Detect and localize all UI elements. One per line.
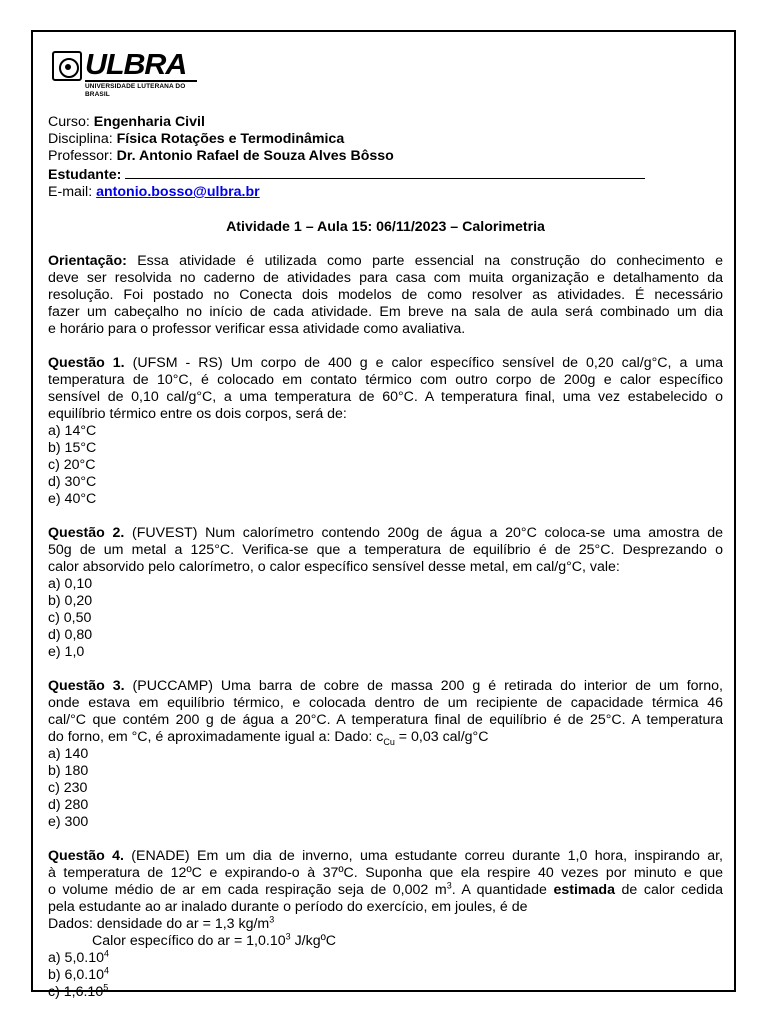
question-1-label: Questão 1. bbox=[48, 355, 125, 371]
logo-subtitle: UNIVERSIDADE LUTERANA DO BRASIL bbox=[85, 80, 197, 99]
question-1-option-c: c) 20°C bbox=[48, 457, 96, 473]
question-3-label: Questão 3. bbox=[48, 678, 125, 694]
email-link[interactable]: antonio.bosso@ulbra.br bbox=[96, 184, 260, 200]
orientacao-label: Orientação: bbox=[48, 253, 127, 269]
question-1-option-d: d) 30°C bbox=[48, 474, 97, 490]
question-1-option-e: e) 40°C bbox=[48, 491, 97, 507]
page-frame bbox=[31, 30, 736, 1000]
question-1-option-a: a) 14°C bbox=[48, 423, 97, 439]
question-3-option-d: d) 280 bbox=[48, 797, 89, 813]
question-4-option-c: c) 1,6.10$^5$ bbox=[48, 982, 109, 1000]
document-content bbox=[48, 50, 723, 1018]
professor-line: Professor: Dr. Antonio Rafael de Souza Alves Bôsso bbox=[48, 148, 394, 164]
email-line: E-mail: antonio.bosso@ulbra.br bbox=[48, 184, 260, 200]
professor-value: Dr. Antonio Rafael de Souza Alves Bôsso bbox=[116, 148, 394, 164]
ulbra-logo bbox=[52, 50, 723, 98]
activity-title: Atividade 1 – Aula 15: 06/11/2023 – Calorimetria bbox=[226, 219, 545, 235]
estudante-blank bbox=[125, 165, 645, 179]
disciplina-line: Disciplina: Física Rotações e Termodinâmica bbox=[48, 131, 345, 147]
question-1-option-b: b) 15°C bbox=[48, 440, 97, 456]
question-2-option-a: a) 0,10 bbox=[48, 576, 93, 592]
question-4: Questão 4. (ENADE) Em um dia de inverno, uma estudante correu durante 1,0 hora, inspirando ar, à temperatura de 12ºC e expirando-o à 37ºC. Suponha que ela respire 40 vezes por minuto e que o volume médio de ar em cada respiração seja de 0,002 $m^3$. A quantidade estimada de calor cedida pela estudante ao ar inalado durante o período do exercício, em joules, é de Dados: densidade do ar = 1,3 $kg/m^3$ Calor específico do ar = $1,0.10^3$ J/kgºC a) 5,0.10$^4$ b) 6,0.10$^4$ c) 1,6.10$^5$ bbox=[48, 848, 723, 1000]
question-4-option-a: a) 5,0.10$^4$ bbox=[48, 948, 110, 966]
question-3: Questão 3. (PUCCAMP) Uma barra de cobre de massa 200 g é retirada do interior de um forno, onde estava em equilíbrio térmico, e colocada dentro de um recipiente de capacidade térmica 46 cal/°C que contém 200 g de água a 20°C. A temperatura final de equilíbrio é de 25°C. A temperatura do forno, em °C, é aproximadamente igual a: Dado: $c_{Cu} = 0,03$ cal/g°C a) 140 b) 180 c) 230 d) 280 e) 300 bbox=[48, 678, 723, 830]
disciplina-value: Física Rotações e Termodinâmica bbox=[116, 131, 345, 147]
ulbra-seal-icon bbox=[52, 51, 82, 81]
logo-brand: ULBRA bbox=[85, 49, 187, 81]
question-2-option-d: d) 0,80 bbox=[48, 627, 93, 643]
orientacao-paragraph: Orientação: Essa atividade é utilizada como parte essencial na construção do conhecimento e deve ser resolvida no caderno de atividades para casa com muita organização e detalhamento da resolução. Foi postado no Conecta dois modelos de como resolver as atividades. É necessário fazer um cabeçalho no início de cada atividade. Em breve na sala de aula será combinado um dia e horário para o professor verificar essa atividade como avaliativa. bbox=[48, 253, 723, 337]
question-1: Questão 1. (UFSM - RS) Um corpo de 400 g e calor específico sensível de 0,20 cal/g°C, a uma temperatura de 10°C, é colocado em contato térmico com outro corpo de 200g e calor específico sensível de 0,10 cal/g°C, a uma temperatura de 60°C. A temperatura final, uma vez estabelecido o equilíbrio térmico entre os dois corpos, será de: a) 14°C b) 15°C c) 20°C d) 30°C e) 40°C bbox=[48, 355, 723, 507]
question-2-option-b: b) 0,20 bbox=[48, 593, 93, 609]
question-3-option-e: e) 300 bbox=[48, 814, 89, 830]
curso-value: Engenharia Civil bbox=[93, 114, 205, 130]
question-2-option-c: c) 0,50 bbox=[48, 610, 92, 626]
question-4-calor: Calor específico do ar = $1,0.10^3$ J/kgºC bbox=[92, 931, 337, 949]
curso-line: Curso: Engenharia Civil bbox=[48, 114, 205, 130]
question-4-label: Questão 4. bbox=[48, 848, 124, 864]
question-2-label: Questão 2. bbox=[48, 525, 125, 541]
estudante-line: Estudante: bbox=[48, 165, 723, 184]
question-3-option-a: a) 140 bbox=[48, 746, 89, 762]
question-3-option-b: b) 180 bbox=[48, 763, 89, 779]
question-2: Questão 2. (FUVEST) Num calorímetro contendo 200g de água a 20°C coloca-se uma amostra de 50g de um metal a 125°C. Verifica-se que a temperatura de equilíbrio é de 25°C. Desprezando o calor absorvido pelo calorímetro, o calor específico sensível desse metal, em cal/g°C, vale: a) 0,10 b) 0,20 c) 0,50 d) 0,80 e) 1,0 bbox=[48, 525, 724, 660]
question-2-option-e: e) 1,0 bbox=[48, 644, 85, 660]
question-4-option-b: b) 6,0.10$^4$ bbox=[48, 965, 110, 983]
question-4-dados: Dados: densidade do ar = 1,3 $kg/m^3$ bbox=[48, 914, 275, 932]
question-3-option-c: c) 230 bbox=[48, 780, 88, 796]
